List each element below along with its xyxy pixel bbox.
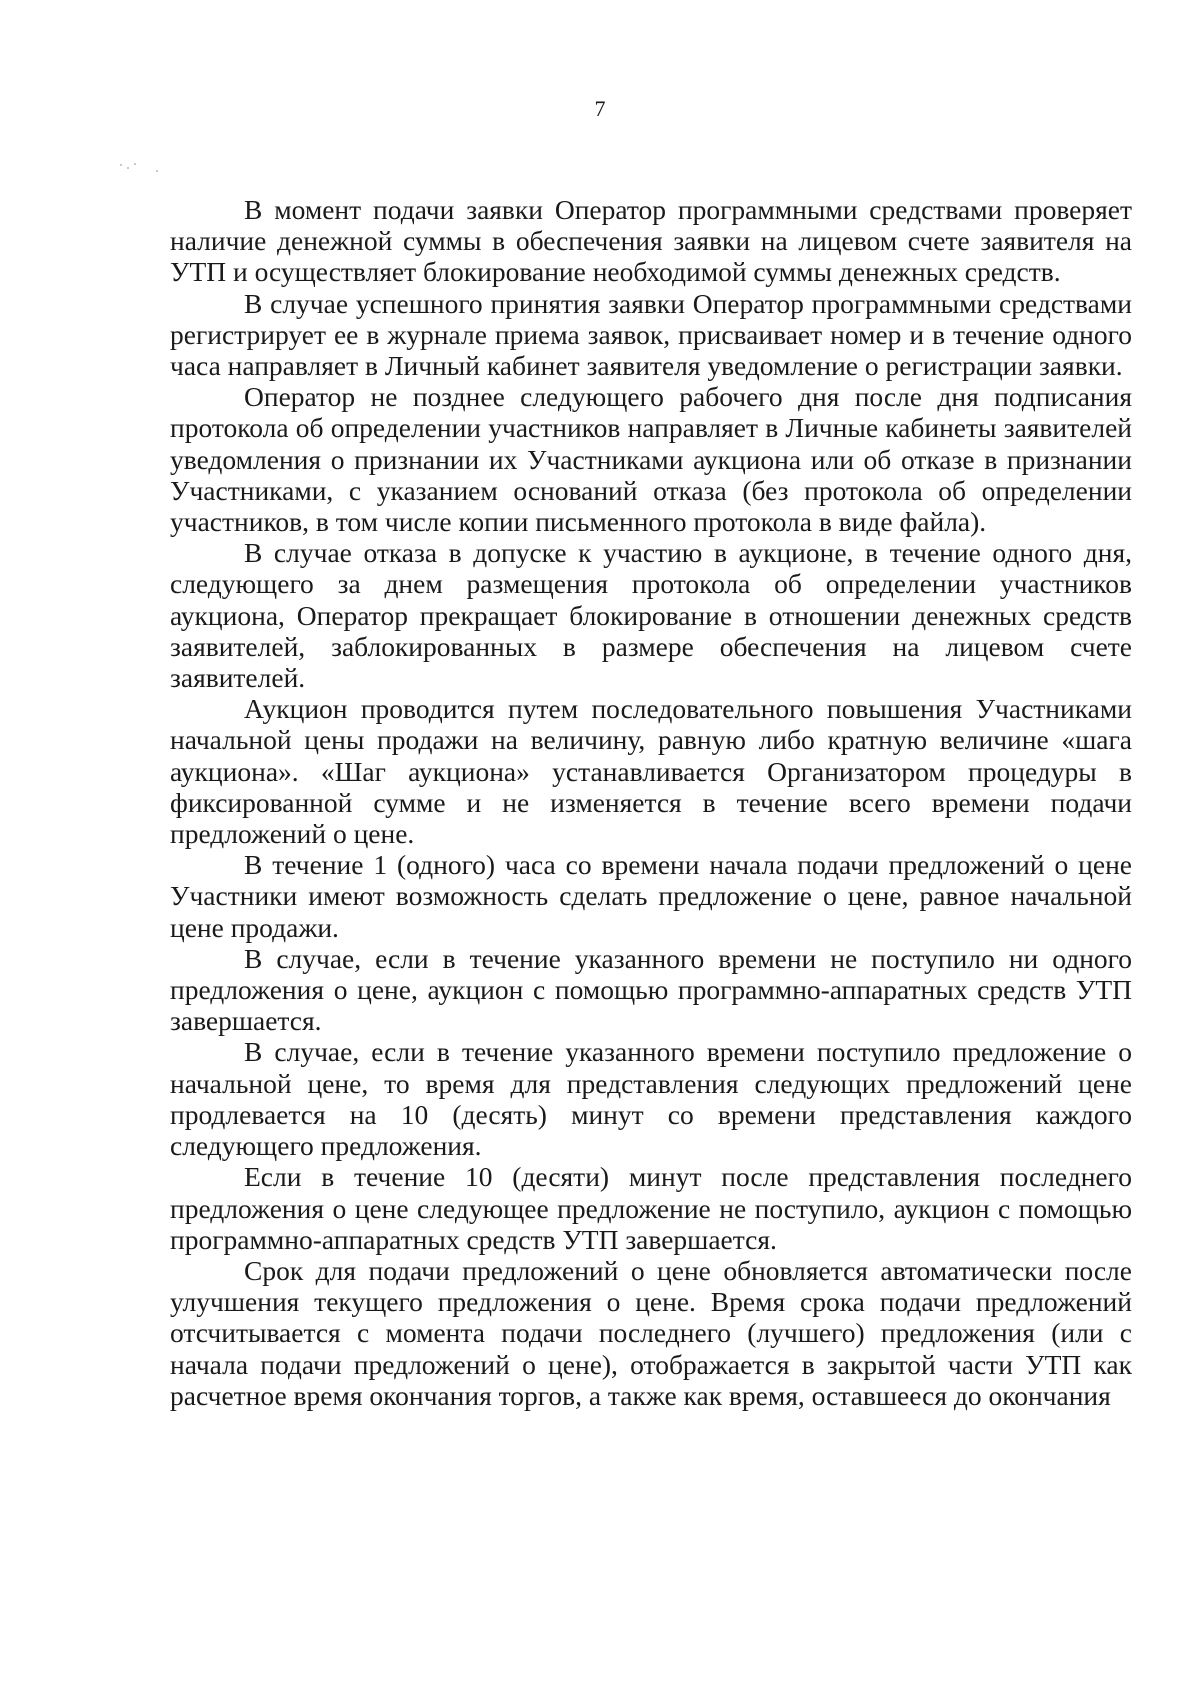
paragraph-5: Аукцион проводится путем последовательного повышения Участниками начальной цены продажи на величину, равную либо кратную величине «шага аукциона». «Шаг аукциона» устанавливается Организатором процедуры в фиксированной сумме и не изменяется в течение всего времени подачи предложений о цене. <box>170 693 1132 850</box>
paragraph-4: В случае отказа в допуске к участию в аукционе, в течение одного дня, следующего за днем размещения протокола об определении участников аукциона, Оператор прекращает блокирование в отношении денежных средств заявителей, заблокированных в размере обеспечения на лицевом счете заявителей. <box>170 537 1132 694</box>
paragraph-6: В течение 1 (одного) часа со времени начала подачи предложений о цене Участники имеют возможность сделать предложение о цене, равное начальной цене продажи. <box>170 849 1132 943</box>
paragraph-2: В случае успешного принятия заявки Оператор программными средствами регистрирует ее в журнале приема заявок, присваивает номер и в течение одного часа направляет в Личный кабинет заявителя уведомление о регистрации заявки. <box>170 287 1132 382</box>
paragraph-9: Если в течение 10 (десяти) минут после представления последнего предложения о цене следующее предложение не поступило, аукцион с помощью программно-аппаратных средств УТП завершается. <box>170 1161 1132 1255</box>
paragraph-7: В случае, если в течение указанного времени не поступило ни одного предложения о цене, аукцион с помощью программно-аппаратных средств УТП завершается. <box>170 942 1132 1037</box>
paragraph-8: В случае, если в течение указанного времени поступило предложение о начальной цене, то время для представления следующих предложений цене продлевается на 10 (десять) минут со времени представления каждого следующего предложения. <box>170 1036 1132 1162</box>
page-number: 7 <box>594 96 606 121</box>
paragraph-3: Оператор не позднее следующего рабочего дня после дня подписания протокола об определении участников направляет в Личные кабинеты заявителей уведомления о признании их Участниками аукциона или об отказе в признании Участниками, с указанием оснований отказа (без протокола об определении участников, в том числе копии письменного протокола в виде файла). <box>170 381 1132 538</box>
paragraph-1: В момент подачи заявки Оператор программными средствами проверяет наличие денежной суммы в обеспечения заявки на лицевом счете заявителя на УТП и осуществляет блокирование необходимой суммы денежных средств. <box>170 194 1132 288</box>
paragraph-10: Срок для подачи предложений о цене обновляется автоматически после улучшения текущего предложения о цене. Время срока подачи предложений отсчитывается с момента подачи последнего (лучшего) предложения (или с начала подачи предложений о цене), отображается в закрытой части УТП как расчетное время окончания торгов, а также как время, оставшееся до окончания <box>170 1254 1132 1411</box>
scan-specks <box>118 160 168 180</box>
document-body <box>170 194 1132 1411</box>
